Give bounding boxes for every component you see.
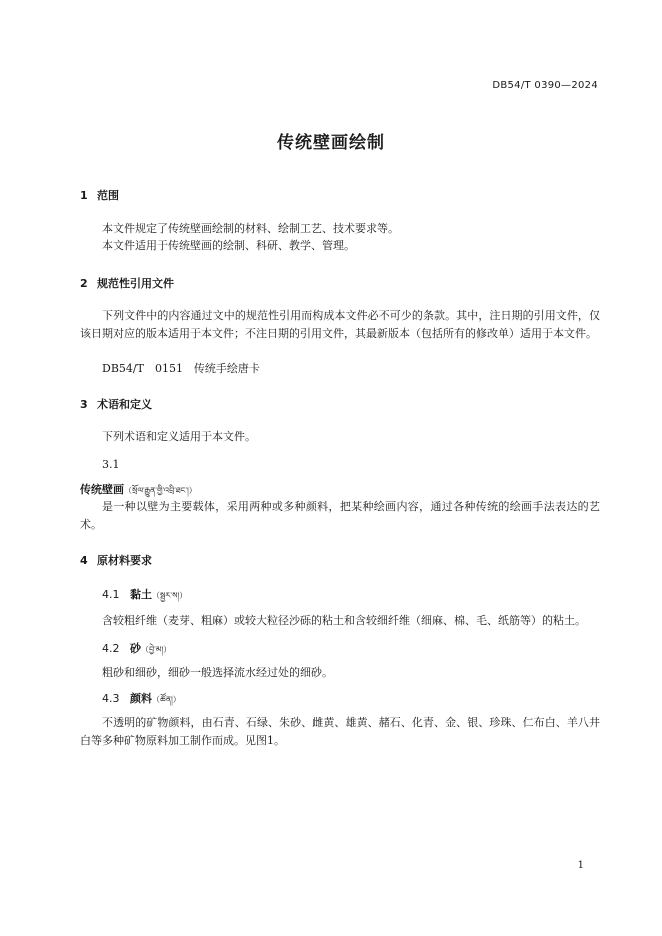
section-title: 术语和定义 — [97, 398, 152, 411]
subsection-tibetan: （བྱེ་མ།） — [141, 645, 172, 654]
section-title: 规范性引用文件 — [97, 277, 174, 290]
subsection-4-3-heading — [102, 690, 181, 713]
section-number: 1 — [80, 189, 88, 202]
subsection-tibetan: （སྦྱར་ས།） — [152, 591, 188, 600]
subsection-title: 颜料 — [130, 692, 152, 705]
page-title: 传统壁画绘制 — [277, 133, 385, 153]
section-1-paragraph-2: 本文件适用于传统壁画的绘制、科研、教学、管理。 — [102, 239, 355, 252]
term-name: 传统壁画 — [80, 483, 124, 496]
term-tibetan: （སྲོལ་རྒྱུན་གྱི་འབྲི་ཐང་།） — [124, 486, 197, 495]
subsection-number: 4.1 — [102, 588, 120, 601]
section-3-heading — [80, 396, 152, 412]
subsection-title: 砂 — [130, 642, 141, 655]
section-number: 4 — [80, 554, 88, 567]
section-title: 范围 — [97, 189, 119, 202]
section-4-heading — [80, 552, 152, 568]
term-number: 3.1 — [102, 458, 120, 471]
subsection-4-2-heading — [102, 640, 171, 663]
section-1-heading — [80, 187, 119, 203]
page-number: 1 — [577, 860, 584, 871]
section-number: 2 — [80, 277, 88, 290]
section-2-reference: DB54/T 0151 传统手绘唐卡 — [102, 362, 260, 375]
subsection-number: 4.2 — [102, 642, 120, 655]
section-1-paragraph-1: 本文件规定了传统壁画绘制的材料、绘制工艺、技术要求等。 — [102, 222, 399, 235]
subsection-4-1-heading — [102, 586, 187, 609]
term-definition: 是一种以壁为主要载体，采用两种或多种颜料，把某种绘画内容，通过各种传统的绘画手法表达的艺术。 — [80, 500, 600, 531]
term-entry — [80, 481, 600, 500]
section-2-paragraph: 下列文件中的内容通过文中的规范性引用而构成本文件必不可少的条款。其中，注日期的引用文件，仅该日期对应的版本适用于本文件；不注日期的引用文件，其最新版本（包括所有的修改单）适用于本文件。 — [80, 309, 600, 340]
subsection-title: 黏土 — [130, 588, 152, 601]
subsection-4-3-text: 不透明的矿物颜料，由石青、石绿、朱砂、雌黄、雄黄、赭石、化青、金、银、珍珠、仁布白、羊八井白等多种矿物原料加工制作而成。见图1。 — [80, 716, 600, 747]
section-number: 3 — [80, 398, 88, 411]
section-title: 原材料要求 — [97, 554, 152, 567]
section-3-paragraph: 下列术语和定义适用于本文件。 — [102, 430, 256, 443]
subsection-4-1-text: 含较粗纤维（麦芽、粗麻）或较大粒径沙砾的粘土和含较细纤维（细麻、棉、毛、纸筋等）的粘土。 — [102, 614, 586, 627]
subsection-tibetan: （ཚོན།） — [152, 695, 181, 704]
subsection-4-2-text: 粗砂和细砂，细砂一般选择流水经过处的细砂。 — [102, 666, 333, 679]
section-2-heading — [80, 275, 174, 291]
doc-number: DB54/T 0390—2024 — [492, 80, 598, 91]
subsection-number: 4.3 — [102, 692, 120, 705]
